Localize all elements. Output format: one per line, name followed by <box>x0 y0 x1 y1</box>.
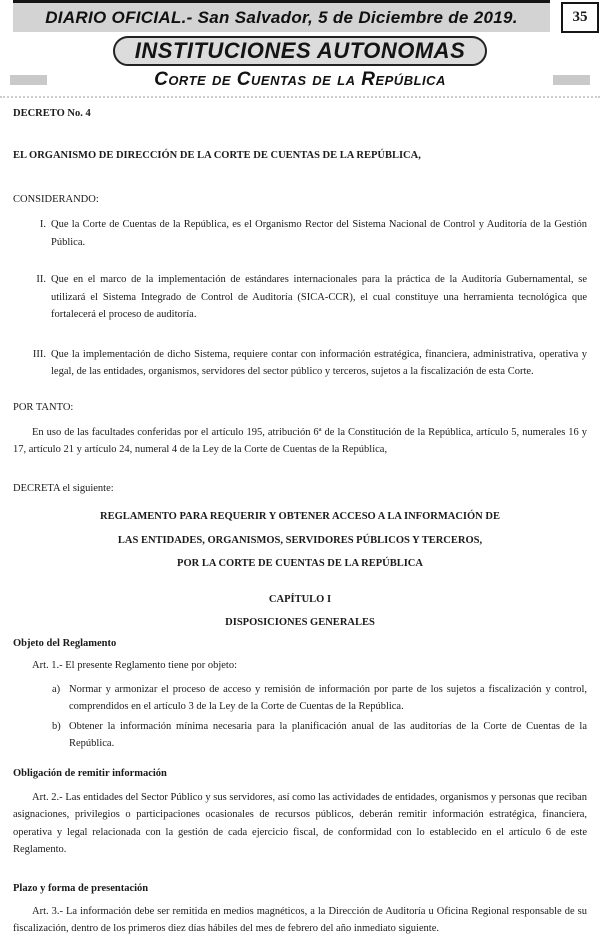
page-number-box <box>561 2 599 33</box>
section-banner-label: INSTITUCIONES AUTONOMAS <box>134 38 466 63</box>
decree-issuer: EL ORGANISMO DE DIRECCIÓN DE LA CORTE DE CUENTAS DE LA REPÚBLICA, <box>13 150 421 161</box>
letter-marker: a) <box>52 683 61 695</box>
considerando-label: CONSIDERANDO: <box>13 194 99 205</box>
section-heading-objeto: Objeto del Reglamento <box>13 637 117 649</box>
consideration-item-2 <box>13 271 587 324</box>
article-1-item-b <box>13 718 587 753</box>
separator-rule <box>0 96 600 98</box>
regulation-title-line-3: POR LA CORTE DE CUENTAS DE LA REPÚBLICA <box>177 557 423 569</box>
section-heading-obligacion: Obligación de remitir información <box>13 767 167 779</box>
regulation-title-line-2: LAS ENTIDADES, ORGANISMOS, SERVIDORES PÚBLICOS Y TERCEROS, <box>117 534 483 546</box>
consideration-marker: II. <box>36 274 46 285</box>
por-tanto-text: En uso de las facultades conferidas por el artículo 195, atribución 6ª de la Constitución de la República, artículo 5, numerales 16 y 17, artículo 21 y artículo 24, numeral 4 de la Ley de la Corte de Cuentas de la República, <box>13 426 587 455</box>
left-divider-bar <box>10 75 47 85</box>
masthead-title: DIARIO OFICIAL.- San Salvador, 5 de Diciembre de 2019. <box>45 7 518 27</box>
article-3-text: Art. 3.- La información debe ser remitida en medios magnéticos, a la Dirección de Auditoría u Oficina Regional responsable de su fiscalización, dentro de los primeros diez días hábiles del mes de febrero del año inmediato siguiente. <box>13 905 587 934</box>
consideration-text: Que la Corte de Cuentas de la República, es el Organismo Rector del Sistema Nacional de Control y Auditoría de la Gestión Pública. <box>51 219 587 248</box>
page-header <box>0 0 600 100</box>
masthead-bar <box>13 0 550 32</box>
letter-text: Normar y armonizar el proceso de acceso y remisión de información por parte de los sujetos a fiscalización y control, comprendidos en el artículo 3 de la Ley de la Corte de Cuentas de la República. <box>69 683 587 712</box>
consideration-item-1 <box>13 216 587 251</box>
article-1-item-a <box>13 681 587 716</box>
consideration-text: Que en el marco de la implementación de estándares internacionales para la práctica de la Auditoría Gubernamental, se utilizará el Sistema Integrado de Control de Auditoría (SICA-CCR), el cual constituye una herramienta tecnológica que fortalecerá el proceso de auditoría. <box>51 274 587 320</box>
decree-number: DECRETO No. 4 <box>13 108 91 119</box>
page-number: 35 <box>572 9 588 25</box>
por-tanto-label: POR TANTO: <box>13 401 74 413</box>
article-2-text: Art. 2.- Las entidades del Sector Público y sus servidores, así como las actividades de entidades, organismos y personas que reciban asignaciones, privilegios o participaciones ocasionales de recursos públicos, deberán remitir información estratégica, financiera, operativa y legal relacionada con la gestión de cada ejercicio fiscal, de conformidad con lo establecido en el artículo 6 de este Reglamento. <box>13 791 587 855</box>
consideration-item-3 <box>13 346 587 381</box>
article-1-intro: Art. 1.- El presente Reglamento tiene por objeto: <box>32 659 237 671</box>
chapter-subheading: DISPOSICIONES GENERALES <box>225 616 375 628</box>
consideration-marker: III. <box>32 348 46 360</box>
institution-row <box>0 68 600 92</box>
chapter-heading: CAPÍTULO I <box>268 593 332 605</box>
regulation-title-line-1: REGLAMENTO PARA REQUERIR Y OBTENER ACCESO A LA INFORMACIÓN DE <box>100 510 500 522</box>
institution-title: Corte de Cuentas de la República <box>154 69 446 90</box>
consideration-text: Que la implementación de dicho Sistema, requiere contar con información estratégica, financiera, administrativa, operativa y legal, de las entidades, organismos, servidores del sector público y terceros, sujetos a la fiscalización de esta Corte. <box>51 348 587 377</box>
decree-body <box>0 100 600 938</box>
section-heading-plazo: Plazo y forma de presentación <box>13 882 149 894</box>
letter-marker: b) <box>52 720 61 732</box>
right-divider-bar <box>553 75 590 85</box>
decreta-label: DECRETA el siguiente: <box>13 482 114 494</box>
consideration-marker: I. <box>39 219 46 230</box>
section-banner <box>113 36 487 66</box>
letter-text: Obtener la información mínima necesaria para la planificación anual de las auditorías de la Corte de Cuentas de la República. <box>69 720 587 749</box>
